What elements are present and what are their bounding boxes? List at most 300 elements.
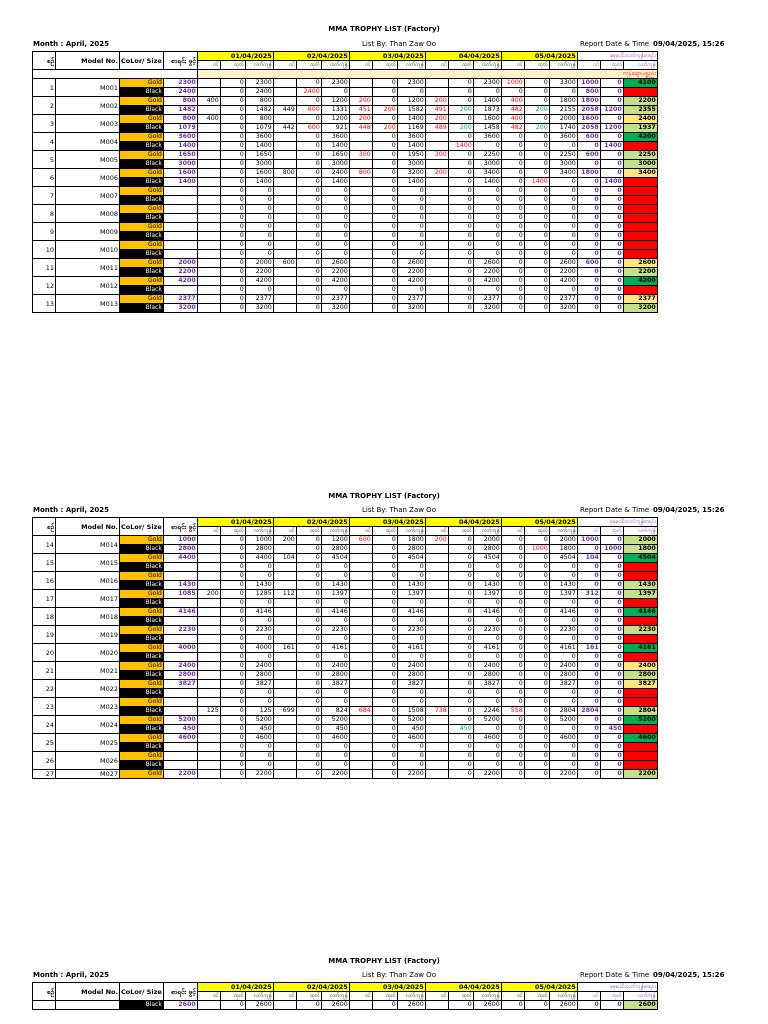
summary-out: 0 <box>600 554 623 563</box>
day-balance: 2155 <box>549 106 577 115</box>
summary-subheader: လက်ကျန် <box>623 61 657 70</box>
day-out: 0 <box>524 572 549 581</box>
day-subheader: လက်ကျန် <box>245 992 273 1001</box>
day-out: 0 <box>524 187 549 196</box>
day-out: 0 <box>448 160 473 169</box>
day-subheader: ထုတ် <box>372 527 397 536</box>
month-label: Month : April, 2025 <box>33 506 110 514</box>
opening-balance: 3000 <box>163 160 197 169</box>
day-in: 491 <box>425 106 448 115</box>
summary-out: 0 <box>600 572 623 581</box>
day-balance: 0 <box>321 88 349 97</box>
day-balance: 1400 <box>321 142 349 151</box>
day-out: 0 <box>296 653 321 662</box>
opening-balance <box>163 205 197 214</box>
day-balance: 0 <box>321 635 349 644</box>
day-balance: 4161 <box>473 644 501 653</box>
summary-balance: 0 <box>623 196 657 205</box>
day-out: 0 <box>524 653 549 662</box>
day-subheader: ထုတ် <box>296 992 321 1001</box>
day-balance: 0 <box>245 653 273 662</box>
day-in <box>349 617 372 626</box>
model-number: M009 <box>56 223 120 241</box>
summary-out: 0 <box>600 160 623 169</box>
day-in <box>273 734 296 743</box>
summary-balance: 2355 <box>623 106 657 115</box>
day-in <box>349 79 372 88</box>
day-balance: 0 <box>549 698 577 707</box>
day-out: 200 <box>372 106 397 115</box>
day-in: 0 <box>501 635 524 644</box>
summary-in: 0 <box>577 617 600 626</box>
summary-out: 0 <box>600 743 623 752</box>
day-out: 0 <box>220 106 245 115</box>
day-in <box>197 295 220 304</box>
day-out: 0 <box>220 160 245 169</box>
day-out: 0 <box>524 761 549 770</box>
report-date-label: Report Date & Time <box>580 971 650 979</box>
day-in: 200 <box>425 115 448 124</box>
day-in <box>273 268 296 277</box>
day-balance: 2800 <box>245 671 273 680</box>
day-in: 0 <box>501 680 524 689</box>
summary-in: 0 <box>577 250 600 259</box>
day-out: 0 <box>220 635 245 644</box>
day-in <box>273 752 296 761</box>
day-out: 0 <box>372 635 397 644</box>
day-out: 0 <box>524 716 549 725</box>
day-in <box>425 250 448 259</box>
day-in: 0 <box>501 653 524 662</box>
summary-out: 0 <box>600 644 623 653</box>
opening-balance <box>163 572 197 581</box>
summary-header: စုစုပေါင်းလက်ကျန်စာရင်း <box>577 52 657 61</box>
color-size: Gold <box>120 97 164 106</box>
day-in <box>349 259 372 268</box>
table-row <box>33 770 658 779</box>
day-balance: 5200 <box>397 716 425 725</box>
day-subheader: ဝင် <box>273 527 296 536</box>
model-number: M022 <box>56 680 120 698</box>
day-balance: 0 <box>321 250 349 259</box>
summary-in: 0 <box>577 563 600 572</box>
summary-out: 0 <box>600 295 623 304</box>
day-in: 0 <box>501 259 524 268</box>
list-by-label: List By: Than Zaw Oo <box>362 40 436 48</box>
day-balance: 2200 <box>321 770 349 779</box>
summary-subheader: ထုတ် <box>600 992 623 1001</box>
day-out: 0 <box>220 680 245 689</box>
day-balance: 0 <box>549 241 577 250</box>
day-balance: 0 <box>549 689 577 698</box>
day-in <box>197 680 220 689</box>
day-in: 0 <box>501 572 524 581</box>
summary-in: 0 <box>577 241 600 250</box>
opening-balance: 800 <box>163 97 197 106</box>
day-in <box>273 671 296 680</box>
opening-balance: 3827 <box>163 680 197 689</box>
day-out: 0 <box>524 770 549 779</box>
day-balance: 0 <box>397 187 425 196</box>
opening-balance <box>163 689 197 698</box>
day-in <box>349 1001 372 1010</box>
day-out: 0 <box>296 716 321 725</box>
day-in <box>273 187 296 196</box>
day-balance: 2230 <box>321 626 349 635</box>
day-out: 0 <box>372 151 397 160</box>
day-out: 0 <box>296 178 321 187</box>
day-balance: 800 <box>245 115 273 124</box>
day-out: 0 <box>524 268 549 277</box>
report-title: MMA TROPHY LIST (Factory) <box>328 492 440 500</box>
day-subheader: လက်ကျန် <box>321 992 349 1001</box>
summary-balance: 0 <box>623 761 657 770</box>
day-in <box>273 680 296 689</box>
day-out: 0 <box>448 698 473 707</box>
summary-balance: 0 <box>623 653 657 662</box>
day-in: 400 <box>501 115 524 124</box>
day-in: 125 <box>197 707 220 716</box>
day-out: 0 <box>448 536 473 545</box>
day-balance: 0 <box>321 223 349 232</box>
day-out: 0 <box>220 178 245 187</box>
summary-in: 0 <box>577 232 600 241</box>
summary-out: 0 <box>600 268 623 277</box>
opening-balance: 1482 <box>163 106 197 115</box>
row-number: 26 <box>33 752 56 770</box>
day-balance: 2246 <box>473 707 501 716</box>
day-in <box>349 608 372 617</box>
day-in <box>197 196 220 205</box>
summary-out: 0 <box>600 617 623 626</box>
day-out: 200 <box>448 106 473 115</box>
opening-balance <box>163 187 197 196</box>
day-out: 0 <box>296 770 321 779</box>
day-in <box>425 196 448 205</box>
day-in <box>273 662 296 671</box>
day-balance: 0 <box>549 761 577 770</box>
day-out: 0 <box>524 734 549 743</box>
day-out: 0 <box>524 97 549 106</box>
color-size: Black <box>120 142 164 151</box>
day-in: 0 <box>501 545 524 554</box>
day-balance: 0 <box>473 689 501 698</box>
day-balance: 2377 <box>321 295 349 304</box>
summary-out: 0 <box>600 563 623 572</box>
day-subheader: လက်ကျန် <box>473 61 501 70</box>
day-balance: 1650 <box>245 151 273 160</box>
summary-balance: 2804 <box>623 707 657 716</box>
day-balance: 0 <box>473 572 501 581</box>
day-subheader: ထုတ် <box>296 527 321 536</box>
day-balance: 2200 <box>321 268 349 277</box>
day-in: 300 <box>349 151 372 160</box>
day-out: 0 <box>220 124 245 133</box>
day-balance: 0 <box>245 563 273 572</box>
summary-out: 0 <box>600 187 623 196</box>
table-row <box>33 286 658 295</box>
summary-balance: 4200 <box>623 277 657 286</box>
day-balance: 4504 <box>473 554 501 563</box>
day-balance: 0 <box>549 223 577 232</box>
summary-balance: 0 <box>623 563 657 572</box>
row-number: 1 <box>33 79 56 97</box>
color-size: Gold <box>120 259 164 268</box>
day-out: 0 <box>220 743 245 752</box>
day-in: 0 <box>501 142 524 151</box>
day-out: 0 <box>372 97 397 106</box>
day-balance: 2200 <box>549 268 577 277</box>
day-out: 200 <box>448 124 473 133</box>
day-balance: 1079 <box>245 124 273 133</box>
day-out: 0 <box>372 581 397 590</box>
color-size: Gold <box>120 716 164 725</box>
color-size: Gold <box>120 241 164 250</box>
table-row <box>33 572 658 581</box>
day-balance: 2230 <box>397 626 425 635</box>
model-number: M025 <box>56 734 120 752</box>
day-in <box>349 644 372 653</box>
day-out: 0 <box>296 196 321 205</box>
trophy-table-page-1 <box>32 51 658 313</box>
day-out: 1400 <box>524 178 549 187</box>
day-subheader: ဝင် <box>349 527 372 536</box>
day-out: 0 <box>448 743 473 752</box>
summary-in: 1800 <box>577 97 600 106</box>
day-balance: 4146 <box>397 608 425 617</box>
day-out: 0 <box>372 241 397 250</box>
day-balance: 4504 <box>321 554 349 563</box>
summary-in: 2804 <box>577 707 600 716</box>
day-in <box>273 151 296 160</box>
day-in: 0 <box>501 187 524 196</box>
day-balance: 3600 <box>397 133 425 142</box>
day-out: 0 <box>372 88 397 97</box>
day-out: 0 <box>296 725 321 734</box>
header-row <box>33 983 658 992</box>
day-balance: 5200 <box>473 716 501 725</box>
opening-balance: 2600 <box>163 1001 197 1010</box>
color-size: Gold <box>120 536 164 545</box>
day-balance: 1800 <box>549 545 577 554</box>
summary-balance: 4504 <box>623 554 657 563</box>
table-row <box>33 268 658 277</box>
day-subheader: ထုတ် <box>524 61 549 70</box>
day-in <box>273 563 296 572</box>
day-out: 0 <box>220 115 245 124</box>
day-in: 449 <box>273 106 296 115</box>
day-in: 1000 <box>501 79 524 88</box>
summary-out: 0 <box>600 671 623 680</box>
day-balance: 1397 <box>321 590 349 599</box>
day-balance: 0 <box>397 286 425 295</box>
day-balance: 1200 <box>321 97 349 106</box>
day-in: 0 <box>501 133 524 142</box>
day-in <box>349 761 372 770</box>
day-out: 0 <box>220 223 245 232</box>
day-out: 0 <box>296 304 321 313</box>
day-balance: 0 <box>245 250 273 259</box>
opening-balance <box>163 635 197 644</box>
day-out: 0 <box>524 698 549 707</box>
day-balance: 0 <box>321 187 349 196</box>
day-in: 400 <box>197 97 220 106</box>
day-balance: 1650 <box>321 151 349 160</box>
opening-balance: 2800 <box>163 671 197 680</box>
day-out: 0 <box>296 536 321 545</box>
day-balance: 0 <box>397 653 425 662</box>
day-out: 0 <box>524 304 549 313</box>
summary-in: 0 <box>577 752 600 761</box>
day-in: 0 <box>501 169 524 178</box>
day-in <box>349 572 372 581</box>
day-balance: 2800 <box>397 545 425 554</box>
table-row <box>33 617 658 626</box>
day-in <box>425 644 448 653</box>
day-out: 0 <box>448 716 473 725</box>
day-in: 0 <box>501 160 524 169</box>
day-balance: 3827 <box>321 680 349 689</box>
day-balance: 2230 <box>549 626 577 635</box>
day-out: 0 <box>448 268 473 277</box>
day-out: 0 <box>448 169 473 178</box>
color-size: Black <box>120 106 164 115</box>
opening-balance: 2400 <box>163 662 197 671</box>
day-balance: 0 <box>321 689 349 698</box>
day-in <box>273 241 296 250</box>
color-size: Gold <box>120 205 164 214</box>
report-title: MMA TROPHY LIST (Factory) <box>328 25 440 33</box>
day-out: 0 <box>220 698 245 707</box>
day-balance: 4600 <box>245 734 273 743</box>
day-balance: 0 <box>473 743 501 752</box>
day-out: 0 <box>524 151 549 160</box>
day-out: 0 <box>296 151 321 160</box>
color-size: Gold <box>120 115 164 124</box>
day-in <box>197 599 220 608</box>
summary-in: 312 <box>577 590 600 599</box>
day-balance: 2600 <box>549 1001 577 1010</box>
day-balance: 0 <box>473 286 501 295</box>
date-header: 03/04/2025 <box>349 52 425 61</box>
table-row <box>33 689 658 698</box>
day-subheader: ထုတ် <box>372 61 397 70</box>
day-balance: 0 <box>473 761 501 770</box>
header-row <box>33 52 658 61</box>
day-in <box>197 617 220 626</box>
day-subheader: လက်ကျန် <box>549 992 577 1001</box>
day-in <box>349 716 372 725</box>
summary-out: 0 <box>600 115 623 124</box>
day-in <box>197 250 220 259</box>
summary-header: စုစုပေါင်းလက်ကျန်စာရင်း <box>577 983 657 992</box>
day-in <box>197 169 220 178</box>
color-size: Gold <box>120 223 164 232</box>
day-in <box>425 286 448 295</box>
date-header: 04/04/2025 <box>425 983 501 992</box>
day-subheader: ထုတ် <box>448 527 473 536</box>
summary-out: 0 <box>600 1001 623 1010</box>
banner-spacer <box>33 70 198 79</box>
color-size: Black <box>120 599 164 608</box>
day-balance: 2377 <box>245 295 273 304</box>
col-header-color-size: CoLor/ Size <box>120 52 164 70</box>
day-in <box>197 205 220 214</box>
row-number: 3 <box>33 115 56 133</box>
day-out: 0 <box>524 286 549 295</box>
day-out: 0 <box>220 581 245 590</box>
day-in <box>349 223 372 232</box>
table-row <box>33 554 658 563</box>
day-in <box>197 151 220 160</box>
day-in: 0 <box>501 644 524 653</box>
day-out: 0 <box>524 635 549 644</box>
day-balance: 0 <box>245 599 273 608</box>
day-out: 0 <box>372 743 397 752</box>
opening-balance: 1430 <box>163 581 197 590</box>
opening-balance <box>163 743 197 752</box>
summary-out: 1400 <box>600 142 623 151</box>
opening-balance <box>163 599 197 608</box>
day-out: 0 <box>220 295 245 304</box>
opening-balance <box>163 707 197 716</box>
day-balance: 0 <box>473 725 501 734</box>
day-in <box>349 590 372 599</box>
day-in: 200 <box>349 115 372 124</box>
day-subheader: လက်ကျန် <box>245 61 273 70</box>
day-balance: 1600 <box>473 115 501 124</box>
day-in <box>425 563 448 572</box>
day-out: 0 <box>220 644 245 653</box>
day-out: 0 <box>524 644 549 653</box>
summary-in: 0 <box>577 545 600 554</box>
summary-out: 0 <box>600 79 623 88</box>
day-balance: 2600 <box>321 259 349 268</box>
day-in: 0 <box>501 761 524 770</box>
day-balance: 1430 <box>397 581 425 590</box>
day-subheader: လက်ကျန် <box>245 527 273 536</box>
day-balance: 0 <box>245 223 273 232</box>
header-row <box>33 518 658 527</box>
day-out: 0 <box>372 644 397 653</box>
opening-balance: 800 <box>163 115 197 124</box>
day-in <box>273 133 296 142</box>
day-balance: 0 <box>245 689 273 698</box>
day-in <box>273 1001 296 1010</box>
day-balance: 3000 <box>473 160 501 169</box>
day-out: 0 <box>296 608 321 617</box>
day-balance: 0 <box>321 214 349 223</box>
day-out: 0 <box>372 554 397 563</box>
day-out: 0 <box>448 707 473 716</box>
model-number: M006 <box>56 169 120 187</box>
summary-in: 0 <box>577 743 600 752</box>
table-row <box>33 680 658 689</box>
table-row <box>33 115 658 124</box>
day-balance: 0 <box>549 752 577 761</box>
day-in: 0 <box>501 689 524 698</box>
day-in <box>425 1001 448 1010</box>
day-in <box>197 554 220 563</box>
day-out: 0 <box>220 752 245 761</box>
day-in <box>425 268 448 277</box>
day-balance: 4161 <box>549 644 577 653</box>
day-in <box>273 196 296 205</box>
day-balance: 0 <box>397 698 425 707</box>
day-balance: 0 <box>321 205 349 214</box>
table-row <box>33 761 658 770</box>
day-subheader: ဝင် <box>273 61 296 70</box>
